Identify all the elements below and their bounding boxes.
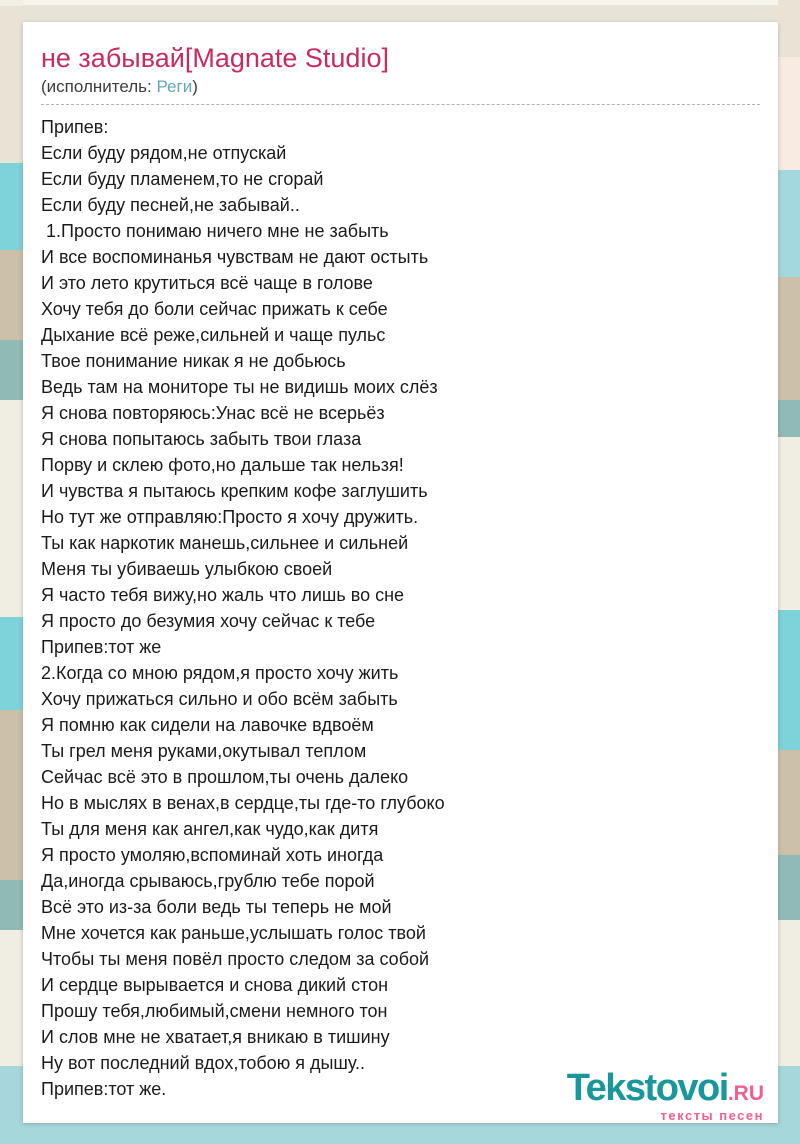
site-logo[interactable] — [567, 1069, 764, 1122]
artist-link[interactable]: Реги — [156, 77, 193, 96]
artist-label-prefix: (исполнитель: — [41, 77, 157, 96]
lyric-line: Если буду пламенем,то не сгорай — [41, 169, 324, 189]
lyric-line: Но в мыслях в венах,в сердце,ты где-то глубоко — [41, 793, 445, 813]
artist-line — [41, 75, 760, 105]
lyric-line: Да,иногда срываюсь,грублю тебе порой — [41, 871, 375, 891]
lyric-line: Сейчас всё это в прошлом,ты очень далеко — [41, 767, 409, 787]
left-stripe-background — [0, 0, 23, 1066]
lyric-line: Если буду песней,не забывай.. — [41, 195, 300, 215]
lyric-line: Хочу тебя до боли сейчас прижать к себе — [41, 299, 388, 319]
lyric-line: Я часто тебя вижу,но жаль что лишь во сне — [41, 585, 405, 605]
logo-tagline: тексты песен — [660, 1108, 764, 1123]
lyric-line: И слов мне не хватает,я вникаю в тишину — [41, 1027, 390, 1047]
lyric-line: Прошу тебя,любимый,смени немного тон — [41, 1001, 388, 1021]
lyric-line: Дыхание всё реже,сильней и чаще пульс — [41, 325, 386, 345]
lyric-line: Порву и склею фото,но дальше так нельзя! — [41, 455, 404, 475]
lyric-line: Хочу прижаться сильно и обо всём забыть — [41, 689, 398, 709]
lyric-line: Всё это из-за боли ведь ты теперь не мой — [41, 897, 392, 917]
lyric-line: Ты для меня как ангел,как чудо,как дитя — [41, 819, 379, 839]
lyric-line: И все воспоминанья чувствам не дают остыть — [41, 247, 429, 267]
lyric-line: Но тут же отправляю:Просто я хочу дружить. — [41, 507, 419, 527]
lyric-line: Припев:тот же — [41, 637, 162, 657]
lyric-line: Ведь там на мониторе ты не видишь моих слёз — [41, 377, 438, 397]
lyric-line: Ты как наркотик манешь,сильнее и сильней — [41, 533, 409, 553]
song-title: не забывай[Magnate Studio] — [41, 43, 389, 73]
right-stripe-background — [778, 0, 800, 1066]
lyric-line: Меня ты убиваешь улыбкою своей — [41, 559, 333, 579]
lyric-line: Ну вот последний вдох,тобою я дышу.. — [41, 1053, 366, 1073]
artist-label-suffix: ) — [192, 77, 198, 96]
lyric-line: Чтобы ты меня повёл просто следом за собой — [41, 949, 430, 969]
logo-wordmark: Tekstovoi — [566, 1067, 728, 1109]
lyric-line: Припев: — [41, 117, 109, 137]
lyric-line: Я помню как сидели на лавочке вдвоём — [41, 715, 374, 735]
top-strip — [0, 0, 800, 5]
lyric-line: Твое понимание никак я не добьюсь — [41, 351, 346, 371]
lyric-line: Я снова попытаюсь забыть твои глаза — [41, 429, 362, 449]
logo-tld: .RU — [727, 1082, 764, 1105]
lyric-line: Я просто до безумия хочу сейчас к тебе — [41, 611, 376, 631]
lyric-line: Я просто умоляю,вспоминай хоть иногда — [41, 845, 384, 865]
lyrics-block — [41, 114, 760, 1102]
lyric-line: И чувства я пытаюсь крепким кофе заглушить — [41, 481, 428, 501]
lyric-line: Припев:тот же. — [41, 1079, 167, 1099]
lyrics-card — [23, 22, 778, 1123]
lyric-line: Если буду рядом,не отпускай — [41, 143, 287, 163]
lyric-line: Мне хочется как раньше,услышать голос твой — [41, 923, 426, 943]
lyric-line: И это лето крутиться всё чаще в голове — [41, 273, 373, 293]
lyric-line: Ты грел меня руками,окутывал теплом — [41, 741, 367, 761]
lyric-line: 1.Просто понимаю ничего мне не забыть — [41, 221, 389, 241]
lyric-line: Я снова повторяюсь:Унас всё не всерьёз — [41, 403, 385, 423]
lyric-line: 2.Когда со мною рядом,я просто хочу жить — [41, 663, 399, 683]
lyric-line: И сердце вырывается и снова дикий стон — [41, 975, 389, 995]
